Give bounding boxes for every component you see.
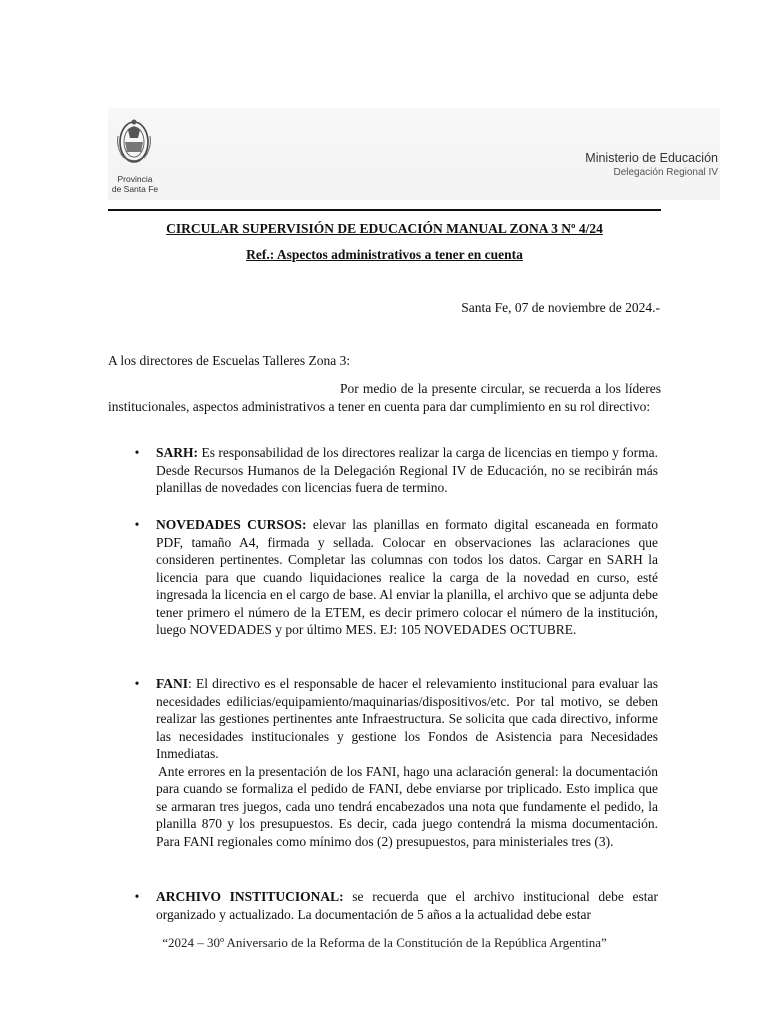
item-text-continued: Ante errores en la presentación de los FANI, hago una aclaración general: la documentación para cuando se formaliza el pedido de FANI, debe enviarse por triplicado. Esto implica que se armaran tres juegos, cada uno tendrá encabezados una nota que fundamente el pedido, la planilla 870 y los presupuestos. Es decir, cada juego contendrá la misma documentación. Para FANI regionales como mínimo dos (2) presupuestos, para ministeriales tres (3). bbox=[156, 763, 658, 849]
item-text: : El directivo es el responsable de hacer el relevamiento institucional para evaluar las necesidades edilicias/equipamiento/maquinarias/dispositivos/etc. Por tal motivo, se deben realizar las gestiones pertinentes ante Infraestructura. Se solicita que cada directivo, informe las necesidades institucionales y gestione los Fondos de Asistencia para Necesidades Inmediatas. bbox=[156, 676, 658, 761]
footer-motto: “2024 – 30º Aniversario de la Reforma de la Constitución de la República Argentina” bbox=[162, 935, 607, 950]
item-text: elevar las planillas en formato digital escaneada en formato PDF, tamaño A4, firmada y sellada. Colocar en observaciones las aclaraciones que consideren pertinentes. Completar las columnas con todos los datos. Cargar en SARH la licencia para que cuando liquidaciones realice la carga de la novedad en curso, esté ingresada la licencia en el cargo de base. Al enviar la planilla, el archivo que se adjunta debe tener primero el número de la ETEM, es decir primero colocar el número de la institución, luego NOVEDADES y por último MES. EJ: 105 NOVEDADES OCTUBRE. bbox=[156, 517, 658, 637]
ministry-name: Ministerio de Educación bbox=[585, 151, 718, 165]
intro-text: Por medio de la presente circular, se recuerda a los líderes institucionales, aspectos administrativos a tener en cuenta para dar cumplimiento en su rol directivo: bbox=[108, 381, 661, 414]
list-item-novedades-cursos bbox=[134, 516, 658, 639]
crest-caption bbox=[106, 174, 164, 194]
item-text: Es responsabilidad de los directores realizar la carga de licencias en tiempo y forma. Desde Recursos Humanos de la Delegación Regional IV de Educación, no se recibirán más planillas de novedades con licencias fuera de termino. bbox=[156, 445, 658, 495]
document-date: Santa Fe, 07 de noviembre de 2024.- bbox=[461, 300, 660, 315]
delegation-name: Delegación Regional IV bbox=[613, 167, 718, 178]
item-label: FANI bbox=[156, 676, 188, 691]
crest-caption-line1: Provincia bbox=[117, 174, 153, 184]
list-item-fani bbox=[134, 675, 658, 850]
bullet-icon: • bbox=[134, 445, 140, 460]
list-item-sarh bbox=[134, 444, 658, 497]
item-text: se recuerda que el archivo institucional debe estar organizado y actualizado. La documentación de 5 años a la actualidad debe estar bbox=[156, 889, 658, 922]
item-label: NOVEDADES CURSOS: bbox=[156, 517, 307, 532]
bullet-icon: • bbox=[134, 676, 140, 691]
list-item-archivo-institucional bbox=[134, 888, 658, 923]
bullet-icon: • bbox=[134, 889, 140, 904]
header-divider bbox=[108, 209, 661, 211]
provincial-coat-of-arms-icon bbox=[112, 118, 156, 172]
crest-caption-line2: de Santa Fe bbox=[111, 184, 159, 194]
ministry-block bbox=[585, 151, 718, 179]
circular-title: CIRCULAR SUPERVISIÓN DE EDUCACIÓN MANUAL ZONA 3 Nº 4/24 bbox=[166, 221, 603, 236]
circular-reference: Ref.: Aspectos administrativos a tener en cuenta bbox=[246, 247, 523, 262]
intro-paragraph bbox=[108, 380, 661, 415]
greeting: A los directores de Escuelas Talleres Zona 3: bbox=[108, 353, 351, 368]
bullet-icon: • bbox=[134, 517, 140, 532]
item-label: SARH: bbox=[156, 445, 199, 460]
item-label: ARCHIVO INSTITUCIONAL: bbox=[156, 889, 344, 904]
